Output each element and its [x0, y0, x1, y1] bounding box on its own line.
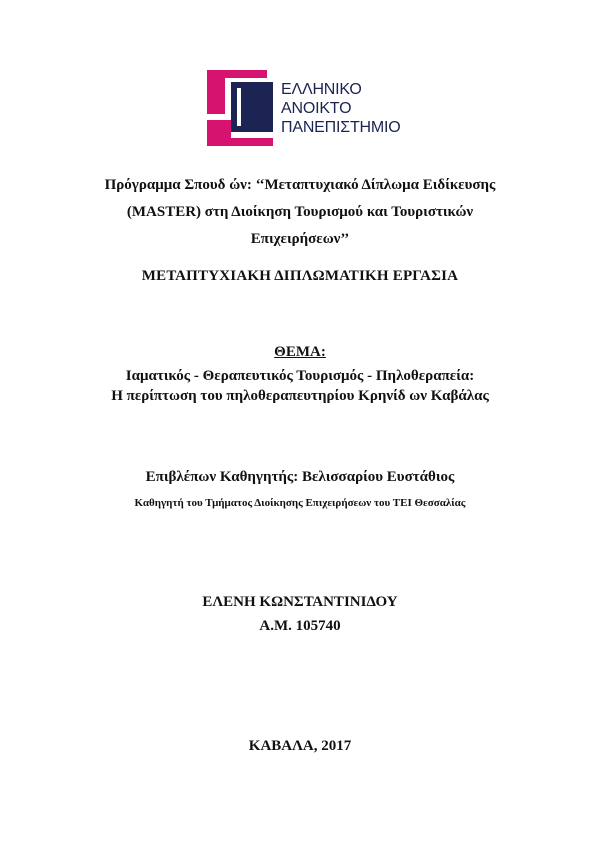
author-name: ΕΛΕΝΗ ΚΩΝΣΤΑΝΤΙΝΙΔΟΥ — [202, 594, 398, 610]
logo-line: ΑΝΟΙΚΤΟ — [281, 100, 352, 117]
place-date: ΚΑΒΑΛΑ, 2017 — [248, 738, 352, 754]
logo-wordmark — [281, 80, 401, 137]
thesis-type: ΜΕΤΑΠΤΥΧΙΑΚΗ ΔΙΠΛΩΜΑΤΙΚΗ ΕΡΓΑΣΙΑ — [141, 268, 459, 284]
program-line: Επιχειρήσεων’’ — [250, 231, 350, 247]
supervisor-role: Καθηγητή του Τμήματος Διοίκησης Επιχειρήσεων του ΤΕΙ Θεσσαλίας — [134, 497, 466, 509]
university-logo — [207, 70, 407, 146]
topic-label: ΘΕΜΑ: — [274, 344, 326, 360]
supervisor-line: Επιβλέπων Καθηγητής: Βελισσαρίου Ευστάθιος — [145, 469, 455, 485]
logo-line: ΕΛΛΗΝΙΚΟ — [281, 81, 362, 98]
logo-line: ΠΑΝΕΠΙΣΤΗΜΙΟ — [281, 119, 401, 136]
program-line: (MASTER) στη Διοίκηση Τουρισμού και Τουριστικών — [126, 204, 474, 220]
program-line: Πρόγραμμα Σπουδ ών: ‘‘Μεταπτυχιακό Δίπλωμα Ειδίκευσης — [104, 177, 496, 193]
topic-title — [0, 366, 600, 406]
logo-emblem-icon — [207, 70, 277, 146]
program-title — [0, 172, 600, 253]
author-block — [0, 590, 600, 638]
topic-line: Ιαματικός - Θεραπευτικός Τουρισμός - Πηλοθεραπεία: — [125, 368, 475, 384]
topic-line: Η περίπτωση του πηλοθεραπευτηρίου Κρηνίδ ων Καβάλας — [111, 388, 489, 404]
student-id: Α.Μ. 105740 — [259, 618, 341, 634]
